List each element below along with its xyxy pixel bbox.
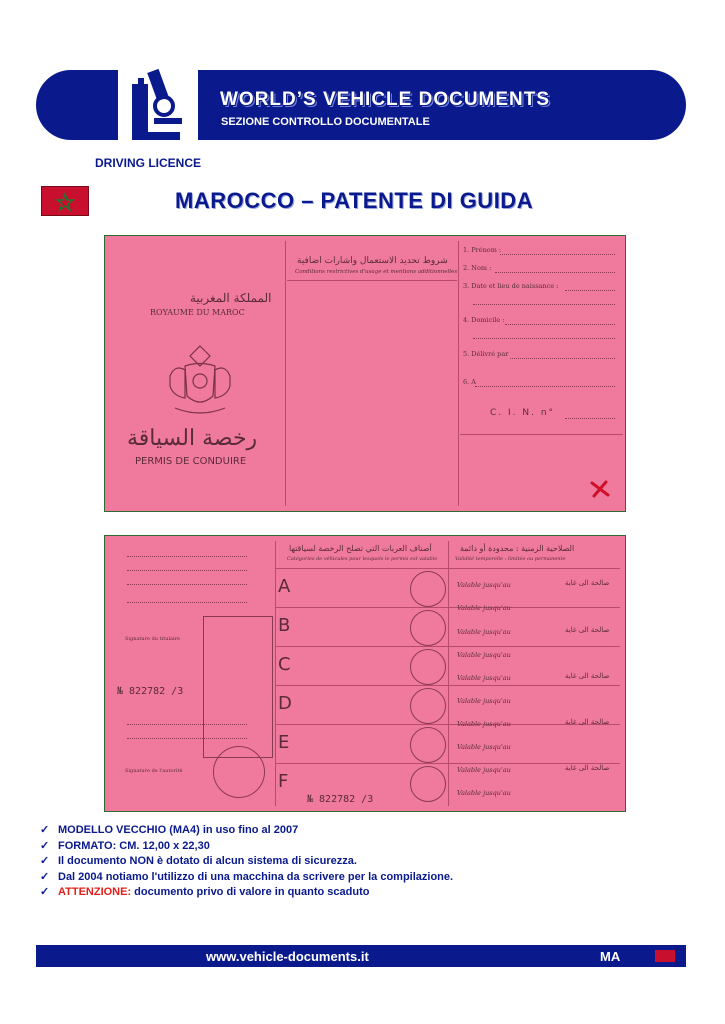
field-naissance: 3. Date et lieu de naissance : — [463, 282, 559, 290]
page-title: MAROCCO – PATENTE DI GUIDA — [175, 188, 534, 213]
categories-heading: Catégories de véhicules pour lesquels le permis est valable — [287, 556, 438, 562]
kingdom-label: ROYAUME DU MAROC — [150, 308, 245, 317]
logo — [118, 62, 198, 148]
valid-label: Valable jusqu'au — [457, 674, 511, 682]
note-item: ✓ Il documento NON è dotato di alcun sistema di sicurezza. — [40, 855, 357, 867]
footer-url-link[interactable]: www.vehicle-documents.it — [206, 949, 369, 964]
microscope-icon — [118, 62, 198, 148]
serial-number-2: № 822782 /3 — [307, 794, 374, 805]
field-domicile: 4. Domicile : — [463, 316, 505, 324]
arabic-valid: صالحة الى غاية — [565, 764, 610, 772]
morocco-flag — [41, 186, 89, 216]
note-item-warning: ✓ ATTENZIONE: documento privo di valore in quanto scaduto — [40, 886, 370, 898]
valid-label: Valable jusqu'au — [457, 628, 511, 636]
arabic-kingdom: المملكة المغربية — [190, 291, 272, 305]
serial-number: № 822782 /3 — [117, 686, 184, 697]
check-icon: ✓ — [40, 886, 50, 898]
arabic-permit: رخصة السياقة — [127, 426, 258, 451]
validity-heading: Validité temporelle : limitée ou permanente — [455, 556, 566, 562]
notes-list — [40, 823, 453, 901]
note-item: ✓ Dal 2004 notiamo l'utilizzo di una macchina da scrivere per la compilazione. — [40, 870, 454, 883]
photo-box — [203, 616, 273, 758]
arabic-conditions: شروط تحديد الاستعمال واشارات اضافية — [297, 256, 448, 266]
arabic-categories: أصناف العربات التي تصلح الرخصة لسياقتها — [289, 544, 432, 553]
site-title: WORLD’S VEHICLE DOCUMENTS — [220, 89, 551, 110]
category-b: B — [278, 615, 291, 636]
note-item: ✓ MODELLO VECCHIO (MA4) in uso fino al 2007 — [40, 824, 299, 836]
coat-of-arms-icon — [155, 336, 245, 421]
category-e: E — [278, 732, 290, 753]
cross-mark-icon — [590, 480, 610, 498]
conditions-label: Conditions restrictives d'usage et mentions additionnelles — [295, 269, 458, 275]
category-d: D — [278, 693, 292, 714]
arabic-validity: الصلاحية الزمنية : محدودة أو دائمة — [460, 544, 575, 553]
footer-flag — [655, 950, 675, 962]
check-icon: ✓ — [40, 855, 50, 867]
field-delivre: 5. Délivré par — [463, 350, 509, 358]
arabic-valid: صالحة الى غاية — [565, 718, 610, 726]
field-lieu: 6. A — [463, 378, 476, 386]
valid-label: Valable jusqu'au — [457, 604, 511, 612]
valid-label: Valable jusqu'au — [457, 581, 511, 589]
valid-label: Valable jusqu'au — [457, 697, 511, 705]
licence-back-image — [104, 535, 626, 812]
star-icon — [42, 187, 88, 215]
field-prenom: 1. Prénom : — [463, 246, 502, 254]
valid-label: Valable jusqu'au — [457, 651, 511, 659]
field-cin: C. I. N. n° — [490, 408, 556, 418]
permit-label: PERMIS DE CONDUIRE — [135, 456, 247, 467]
check-icon: ✓ — [40, 824, 50, 836]
arabic-valid: صالحة الى غاية — [565, 626, 610, 634]
signature-holder: Signature du titulaire — [125, 636, 180, 642]
category-f: F — [278, 771, 289, 792]
country-code: MA — [600, 949, 621, 964]
valid-label: Valable jusqu'au — [457, 743, 511, 751]
category-c: C — [278, 654, 291, 675]
category-a: A — [278, 576, 291, 597]
arabic-valid: صالحة الى غاية — [565, 579, 610, 587]
valid-label: Valable jusqu'au — [457, 789, 511, 797]
valid-label: Valable jusqu'au — [457, 720, 511, 728]
valid-label: Valable jusqu'au — [457, 766, 511, 774]
check-icon: ✓ — [40, 839, 50, 852]
document-type: DRIVING LICENCE — [95, 156, 202, 170]
check-icon: ✓ — [40, 870, 50, 883]
arabic-valid: صالحة الى غاية — [565, 672, 610, 680]
licence-front-image — [104, 235, 626, 512]
signature-authority: Signature de l'autorité — [125, 768, 183, 774]
field-nom: 2. Nom : — [463, 264, 492, 272]
note-item: ✓ FORMATO: CM. 12,00 x 22,30 — [40, 839, 210, 852]
site-subtitle: SEZIONE CONTROLLO DOCUMENTALE — [221, 116, 430, 128]
